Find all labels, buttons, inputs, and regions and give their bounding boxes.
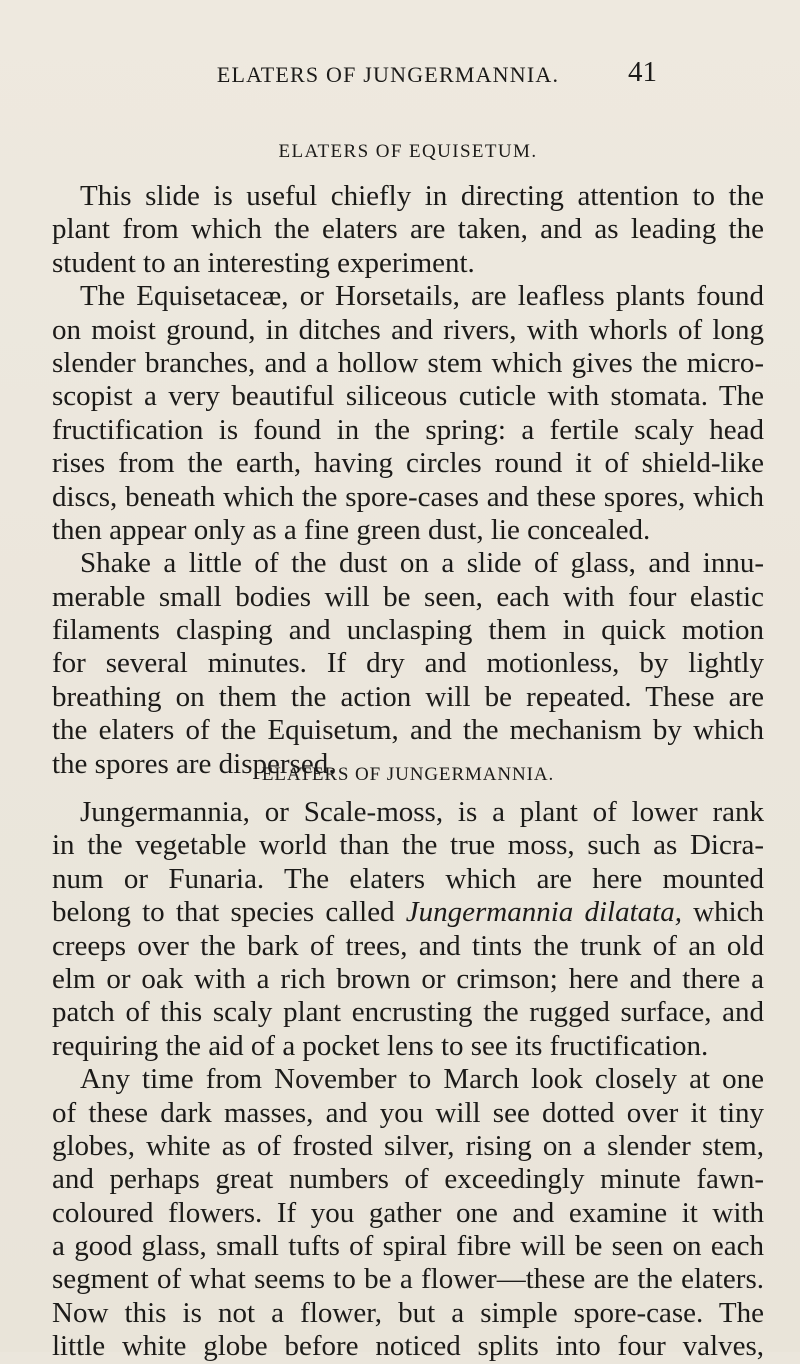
- text-line: [52, 1330, 764, 1363]
- text-line: [52, 314, 764, 347]
- section-body-equisetum: [52, 180, 764, 781]
- text-line: [52, 447, 764, 480]
- text-line: [52, 1263, 764, 1296]
- text-line: [52, 213, 764, 246]
- text-line-roman: creeps over the bark of trees, and tints the trunk of an old: [52, 929, 764, 962]
- text-line-roman: little white globe before noticed splits into four valves,: [52, 1330, 764, 1363]
- text-line: [52, 1130, 764, 1163]
- text-line-roman: fructification is found in the spring: a fertile scaly head: [52, 413, 764, 446]
- text-line-roman: the elaters of the Equisetum, and the mechanism by which: [52, 714, 764, 747]
- text-line-roman: requiring the aid of a pocket lens to see its fructification.: [52, 1029, 709, 1062]
- text-line-roman: then appear only as a fine green dust, lie concealed.: [52, 513, 651, 546]
- text-line-roman: plant from which the elaters are taken, and as leading the: [52, 213, 764, 246]
- text-line-roman: which: [681, 896, 765, 929]
- text-line: [52, 714, 764, 747]
- text-line: [52, 796, 764, 829]
- text-line-roman: belong to that species called: [52, 896, 406, 929]
- text-line-roman: The Equisetaceæ, or Horsetails, are leafless plants found: [80, 280, 764, 313]
- text-line: [52, 1297, 764, 1330]
- page-number: 41: [628, 56, 657, 88]
- text-line: [52, 614, 764, 647]
- text-line-roman: filaments clasping and unclasping them in quick motion: [52, 614, 764, 647]
- text-line: [52, 1097, 764, 1130]
- text-line-roman: segment of what seems to be a flower—these are the elaters.: [52, 1263, 764, 1296]
- text-line: [52, 547, 764, 580]
- text-line: [52, 647, 764, 680]
- text-line-roman: patch of this scaly plant encrusting the rugged surface, and: [52, 996, 764, 1029]
- text-line-roman: Now this is not a flower, but a simple spore-case. The: [52, 1296, 764, 1329]
- text-line: [52, 514, 764, 547]
- text-line: [52, 1230, 764, 1263]
- text-line: [52, 414, 764, 447]
- text-line: [52, 581, 764, 614]
- text-line: [52, 996, 764, 1029]
- text-line-roman: a good glass, small tufts of spiral fibre will be seen on each: [52, 1230, 764, 1263]
- text-line-italic: Jungermannia dilatata,: [405, 896, 682, 929]
- text-line: [52, 280, 764, 313]
- text-line: [52, 963, 764, 996]
- text-line-roman: Any time from November to March look closely at one: [80, 1063, 764, 1096]
- text-line: [52, 681, 764, 714]
- text-line: [52, 1030, 764, 1063]
- text-line-roman: elm or oak with a rich brown or crimson; here and there a: [52, 962, 764, 995]
- text-line: [52, 347, 764, 380]
- text-line-roman: merable small bodies will be seen, each with four elastic: [52, 580, 764, 613]
- text-line-roman: student to an interesting experiment.: [52, 246, 475, 279]
- text-line-roman: coloured flowers. If you gather one and examine it with: [52, 1196, 764, 1229]
- text-line: [52, 1197, 764, 1230]
- text-line: [52, 481, 764, 514]
- section-heading-jungermannia: ELATERS OF JUNGERMANNIA.: [261, 764, 555, 785]
- text-line-roman: in the vegetable world than the true moss, such as Dicra-: [52, 829, 764, 862]
- text-line: [52, 180, 764, 213]
- text-line: [52, 380, 764, 413]
- section-body-jungermannia: [52, 796, 764, 1364]
- text-line: [52, 863, 764, 896]
- text-line: [52, 930, 764, 963]
- text-line: [52, 247, 764, 280]
- text-line: [52, 896, 764, 929]
- text-line: [52, 1163, 764, 1196]
- text-line-roman: of these dark masses, and you will see dotted over it tiny: [52, 1096, 764, 1129]
- text-line-roman: Shake a little of the dust on a slide of glass, and innu-: [80, 547, 764, 580]
- text-line-roman: on moist ground, in ditches and rivers, with whorls of long: [52, 313, 764, 346]
- text-line: [52, 1063, 764, 1096]
- running-head: ELATERS OF JUNGERMANNIA.: [216, 62, 560, 87]
- text-line-roman: breathing on them the action will be repeated. These are: [52, 680, 764, 713]
- text-line-roman: for several minutes. If dry and motionless, by lightly: [52, 647, 764, 680]
- text-line-roman: rises from the earth, having circles round it of shield-like: [52, 447, 764, 480]
- section-heading-equisetum: ELATERS OF EQUISETUM.: [278, 141, 538, 162]
- text-line-roman: and perhaps great numbers of exceedingly minute fawn-: [52, 1163, 764, 1196]
- text-line-roman: scopist a very beautiful siliceous cuticle with stomata. The: [52, 380, 764, 413]
- text-line-roman: slender branches, and a hollow stem which gives the micro-: [52, 346, 764, 379]
- text-line-roman: the spores are dispersed.: [52, 747, 336, 780]
- text-line: [52, 829, 764, 862]
- text-line-roman: Jungermannia, or Scale-moss, is a plant of lower rank: [80, 796, 764, 828]
- text-line-roman: This slide is useful chiefly in directing attention to the: [80, 180, 764, 212]
- text-line-roman: discs, beneath which the spore-cases and these spores, which: [52, 480, 764, 513]
- text-line-roman: num or Funaria. The elaters which are here mounted: [52, 862, 764, 895]
- text-line-roman: globes, white as of frosted silver, rising on a slender stem,: [52, 1129, 764, 1162]
